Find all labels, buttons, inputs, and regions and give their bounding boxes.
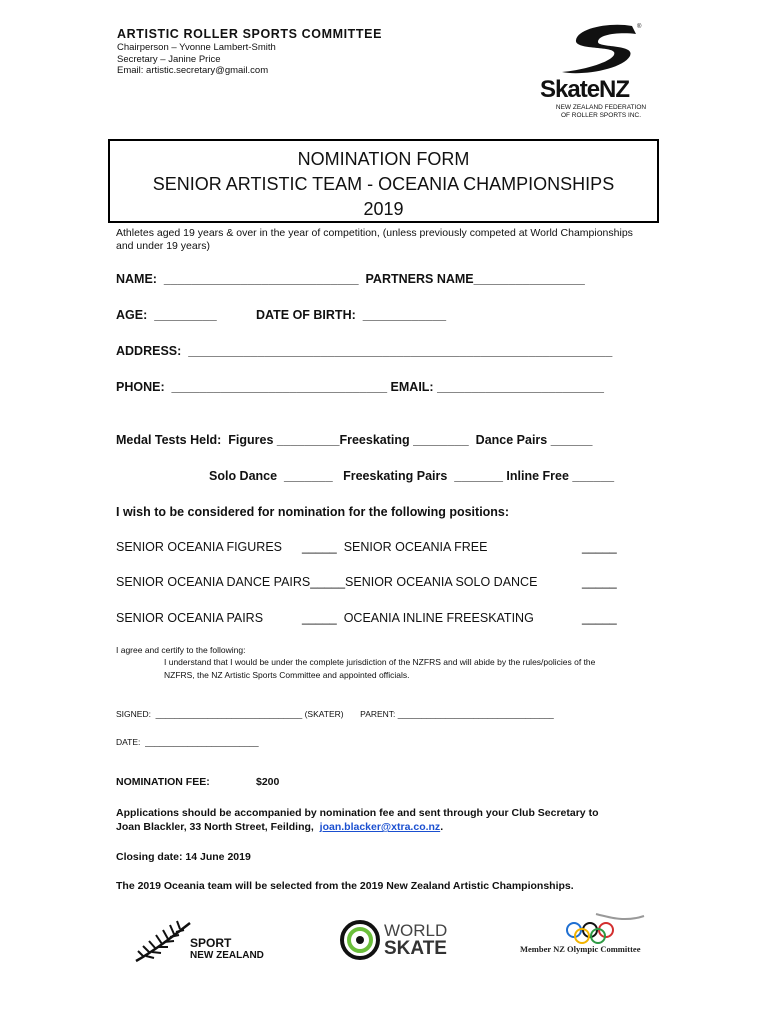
eligibility-note: Athletes aged 19 years & over in the year of competition, (unless previously competed at World Championships and under 19 years): [116, 227, 633, 252]
form-subtitle: SENIOR ARTISTIC TEAM - OCEANIA CHAMPIONSHIPS: [152, 174, 615, 194]
medal-tests-row-1[interactable]: Medal Tests Held: Figures _________Freeskating ________ Dance Pairs ______: [116, 433, 593, 447]
olympic-rings-icon: [556, 912, 646, 944]
contact-email-link[interactable]: joan.blacker@xtra.co.nz: [319, 821, 441, 833]
skatenz-logo: [540, 20, 660, 122]
agreement-line-2: NZFRS, the NZ Artistic Sports Committee and appointed officials.: [164, 670, 410, 680]
skatenz-wordmark: SkateNZ: [540, 76, 630, 103]
sport-nz-line-2: NEW ZEALAND: [190, 950, 264, 961]
age-field[interactable]: AGE: _________: [116, 308, 217, 322]
world-skate-logo: [338, 918, 463, 963]
phone-email-field[interactable]: PHONE: _______________________________ EMAIL: ________________________: [116, 380, 604, 394]
positions-heading: I wish to be considered for nomination for the following positions:: [116, 505, 510, 519]
dob-field[interactable]: DATE OF BIRTH: ____________: [256, 308, 447, 322]
federation-line-1: NEW ZEALAND FEDERATION: [555, 104, 647, 111]
form-title: NOMINATION FORM: [297, 149, 470, 169]
closing-date: Closing date: 14 June 2019: [116, 851, 251, 863]
email-line: Email: artistic.secretary@gmail.com: [117, 65, 269, 76]
olympic-member-text: Member NZ Olympic Committee: [520, 944, 641, 954]
agreement-intro: I agree and certify to the following:: [116, 645, 246, 655]
team-selection-note: The 2019 Oceania team will be selected from the 2019 New Zealand Artistic Championships.: [116, 880, 574, 892]
chairperson-line: Chairperson – Yvonne Lambert-Smith: [117, 42, 276, 53]
signature-row[interactable]: SIGNED: _______________________________ (SKATER) PARENT: _________________________________: [116, 709, 554, 719]
applications-line-1: Applications should be accompanied by nomination fee and sent through your Club Secretary to: [116, 807, 599, 819]
applications-address: Joan Blackler, 33 North Street, Feilding,: [116, 821, 320, 833]
registered-mark: ®: [637, 24, 642, 30]
nz-olympic-logo: [518, 912, 658, 960]
silver-fern-icon: [134, 917, 194, 965]
sport-nz-logo: [134, 917, 284, 967]
position-inline-freeskating[interactable]: _____ OCEANIA INLINE FREESKATING: [302, 611, 534, 625]
form-year: 2019: [363, 199, 404, 219]
medal-tests-row-2[interactable]: Solo Dance _______ Freeskating Pairs _______ Inline Free ______: [209, 469, 615, 483]
date-row[interactable]: DATE: ________________________: [116, 737, 259, 747]
form-title-box: [108, 139, 659, 223]
position-inline-blank[interactable]: _____: [582, 611, 617, 625]
federation-line-2: OF ROLLER SPORTS INC.: [560, 112, 642, 119]
position-senior-free[interactable]: _____ SENIOR OCEANIA FREE: [302, 540, 488, 554]
committee-title: ARTISTIC ROLLER SPORTS COMMITTEE: [117, 27, 383, 41]
sport-nz-line-1: SPORT: [190, 936, 232, 950]
secretary-line: Secretary – Janine Price: [117, 54, 221, 65]
fee-amount: $200: [256, 776, 280, 788]
position-dance-solo[interactable]: SENIOR OCEANIA DANCE PAIRS_____SENIOR OCEANIA SOLO DANCE: [116, 575, 538, 589]
world-skate-line-2: SKATE: [384, 938, 447, 959]
applications-period: .: [440, 821, 444, 833]
position-free-blank[interactable]: _____: [582, 540, 617, 554]
world-skate-emblem-icon: [338, 918, 382, 962]
position-senior-pairs: SENIOR OCEANIA PAIRS: [116, 611, 264, 625]
world-skate-line-1: WORLD: [384, 921, 448, 940]
position-senior-figures: SENIOR OCEANIA FIGURES: [116, 540, 283, 554]
address-field[interactable]: ADDRESS: _____________________________________________________________: [116, 344, 613, 358]
fee-label: NOMINATION FEE:: [116, 776, 210, 788]
applications-line-2: [116, 821, 443, 833]
skatenz-s-icon: [540, 20, 660, 80]
position-solo-blank[interactable]: _____: [582, 575, 617, 589]
agreement-line-1: I understand that I would be under the complete jurisdiction of the NZFRS and will abide by the rules/policies of the: [164, 657, 596, 667]
name-field[interactable]: NAME: ____________________________ PARTNERS NAME________________: [116, 272, 585, 286]
